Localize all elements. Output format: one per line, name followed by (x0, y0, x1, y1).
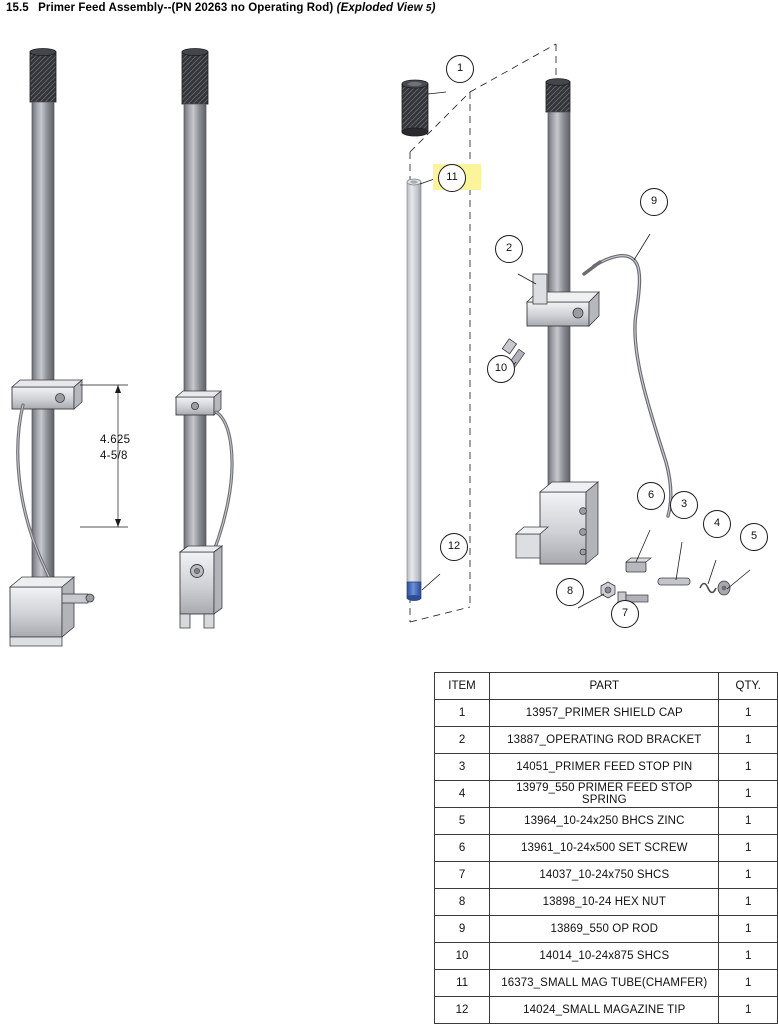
callout-5[interactable]: 5 (740, 523, 768, 551)
assembly-view-middle (176, 49, 232, 629)
column-header-qty: QTY. (719, 673, 778, 700)
cell-item: 11 (435, 970, 490, 997)
cell-item: 3 (435, 754, 490, 781)
callout-7[interactable]: 7 (611, 600, 639, 628)
column-header-part: PART (490, 673, 719, 700)
callout-1[interactable]: 1 (446, 55, 474, 83)
dimension-decimal: 4.625 (100, 434, 131, 446)
table-row (435, 862, 778, 889)
callout-11[interactable]: 11 (438, 164, 466, 192)
cell-part: 16373_SMALL MAG TUBE(CHAMFER) (490, 970, 719, 997)
cell-item: 12 (435, 997, 490, 1024)
cell-item: 1 (435, 700, 490, 727)
cell-part: 13898_10-24 HEX NUT (490, 889, 719, 916)
table-header-row (435, 673, 778, 700)
exploded-view-drawing (0, 22, 778, 682)
view-label: (Exploded View 5) (336, 2, 436, 14)
cell-part: 14037_10-24x750 SHCS (490, 862, 719, 889)
callout-9[interactable]: 9 (640, 188, 668, 216)
cell-qty: 1 (719, 997, 778, 1024)
cell-qty: 1 (719, 808, 778, 835)
cell-item: 7 (435, 862, 490, 889)
part-base-block-exploded (516, 482, 598, 564)
cell-qty: 1 (719, 727, 778, 754)
table-row (435, 943, 778, 970)
table-row (435, 754, 778, 781)
cell-item: 6 (435, 835, 490, 862)
cell-part: 14051_PRIMER FEED STOP PIN (490, 754, 719, 781)
cell-qty: 1 (719, 889, 778, 916)
part-hardware-cluster (601, 558, 730, 605)
callout-4[interactable]: 4 (703, 510, 731, 538)
cell-qty: 1 (719, 970, 778, 997)
cell-qty: 1 (719, 916, 778, 943)
cell-qty: 1 (719, 781, 778, 808)
cell-item: 4 (435, 781, 490, 808)
callout-3[interactable]: 3 (670, 491, 698, 519)
table-row (435, 727, 778, 754)
section-number: 15.5 (6, 2, 29, 14)
cell-qty: 1 (719, 862, 778, 889)
cell-part: 13979_550 PRIMER FEED STOP SPRING (490, 781, 719, 808)
table-row (435, 916, 778, 943)
table-row (435, 970, 778, 997)
section-title: Primer Feed Assembly--(PN 20263 no Operating Rod) (38, 2, 334, 14)
callout-8[interactable]: 8 (556, 578, 584, 606)
cell-item: 9 (435, 916, 490, 943)
cell-item: 5 (435, 808, 490, 835)
table-row (435, 835, 778, 862)
cell-part: 13869_550 OP ROD (490, 916, 719, 943)
table-row (435, 997, 778, 1024)
callout-10[interactable]: 10 (487, 355, 515, 383)
cell-item: 8 (435, 889, 490, 916)
cell-part: 13961_10-24x500 SET SCREW (490, 835, 719, 862)
table-row (435, 808, 778, 835)
table-row (435, 700, 778, 727)
dimension-fraction: 4-5/8 (100, 450, 128, 462)
column-header-item: ITEM (435, 673, 490, 700)
table-row (435, 781, 778, 808)
part-small-mag-tube (407, 179, 421, 601)
cell-qty: 1 (719, 700, 778, 727)
cell-item: 10 (435, 943, 490, 970)
section-heading (6, 2, 436, 14)
cell-item: 2 (435, 727, 490, 754)
cell-part: 13964_10-24x250 BHCS ZINC (490, 808, 719, 835)
callout-2[interactable]: 2 (495, 235, 523, 263)
cell-part: 13887_OPERATING ROD BRACKET (490, 727, 719, 754)
cell-part: 14014_10-24x875 SHCS (490, 943, 719, 970)
cell-qty: 1 (719, 835, 778, 862)
callout-6[interactable]: 6 (637, 482, 665, 510)
cell-qty: 1 (719, 943, 778, 970)
parts-table (434, 672, 778, 1024)
part-primer-shield-cap (402, 80, 428, 136)
cell-part: 13957_PRIMER SHIELD CAP (490, 700, 719, 727)
cell-qty: 1 (719, 754, 778, 781)
callout-12[interactable]: 12 (440, 533, 468, 561)
assembly-view-left (10, 49, 131, 647)
cell-part: 14024_SMALL MAGAZINE TIP (490, 997, 719, 1024)
table-row (435, 889, 778, 916)
